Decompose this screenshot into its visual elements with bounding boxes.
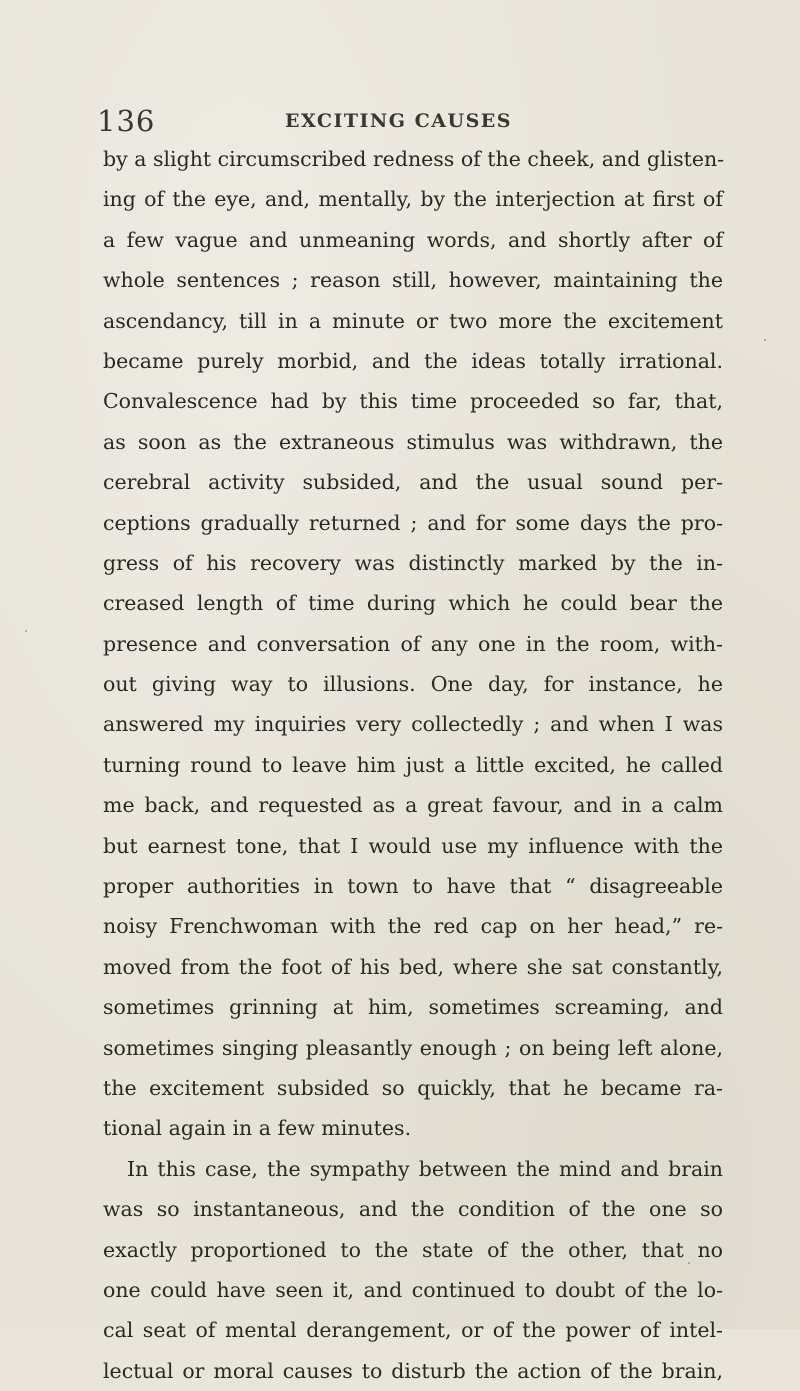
- text-line: noisy Frenchwoman with the red cap on her head,” re-: [103, 914, 723, 939]
- text-line: tional again in a few minutes.: [103, 1116, 412, 1141]
- text-line: exactly proportioned to the state of the other, that no: [103, 1237, 723, 1262]
- text-line: ceptions gradually returned ; and for some days the pro-: [103, 510, 723, 535]
- page-number: 136: [97, 104, 156, 138]
- text-line: whole sentences ; reason still, however, maintaining the: [103, 268, 723, 293]
- text-line: creased length of time during which he could bear the: [103, 591, 723, 616]
- text-line: sometimes grinning at him, sometimes screaming, and: [103, 995, 723, 1020]
- running-title: EXCITING CAUSES: [285, 110, 512, 132]
- paper-speck: [764, 339, 766, 341]
- text-line: moved from the foot of his bed, where she sat constantly,: [103, 954, 723, 979]
- text-line: by a slight circumscribed redness of the cheek, and glisten-: [103, 147, 725, 171]
- text-line: the excitement subsided so quickly, that he became ra-: [103, 1075, 723, 1100]
- text-line: cerebral activity subsided, and the usual sound per-: [103, 470, 723, 495]
- paper-speck: [25, 630, 27, 632]
- text-line: was so instantaneous, and the condition of the one so: [103, 1197, 723, 1222]
- paragraph-start-line: In this case, the sympathy between the mind and brain: [127, 1156, 723, 1181]
- running-head: [97, 100, 737, 140]
- text-line: out giving way to illusions. One day, for instance, he: [103, 672, 723, 697]
- text-line: ascendancy, till in a minute or two more the excitement: [103, 308, 723, 333]
- text-line: became purely morbid, and the ideas totally irrational.: [103, 348, 723, 373]
- text-line: gress of his recovery was distinctly marked by the in-: [103, 550, 723, 575]
- text-line: lectual or moral causes to disturb the action of the brain,: [103, 1358, 723, 1383]
- text-line: as soon as the extraneous stimulus was withdrawn, the: [103, 429, 723, 454]
- text-line: sometimes singing pleasantly enough ; on being left alone,: [103, 1035, 723, 1060]
- text-line: Convalescence had by this time proceeded so far, that,: [103, 389, 723, 414]
- text-line: proper authorities in town to have that “ disagreeable: [103, 874, 723, 899]
- text-line: ing of the eye, and, mentally, by the interjection at first of: [103, 187, 723, 212]
- paper-speck: [688, 1262, 690, 1264]
- text-line: one could have seen it, and continued to doubt of the lo-: [103, 1277, 723, 1302]
- body-text: [103, 139, 723, 1391]
- text-line: a few vague and unmeaning words, and shortly after of: [103, 227, 723, 252]
- text-line: me back, and requested as a great favour, and in a calm: [103, 793, 723, 818]
- text-line: turning round to leave him just a little excited, he called: [103, 752, 723, 777]
- text-line: presence and conversation of any one in the room, with-: [103, 631, 723, 656]
- text-line: answered my inquiries very collectedly ; and when I was: [103, 712, 723, 737]
- text-line: cal seat of mental derangement, or of the power of intel-: [103, 1318, 723, 1343]
- text-line: but earnest tone, that I would use my influence with the: [103, 833, 723, 858]
